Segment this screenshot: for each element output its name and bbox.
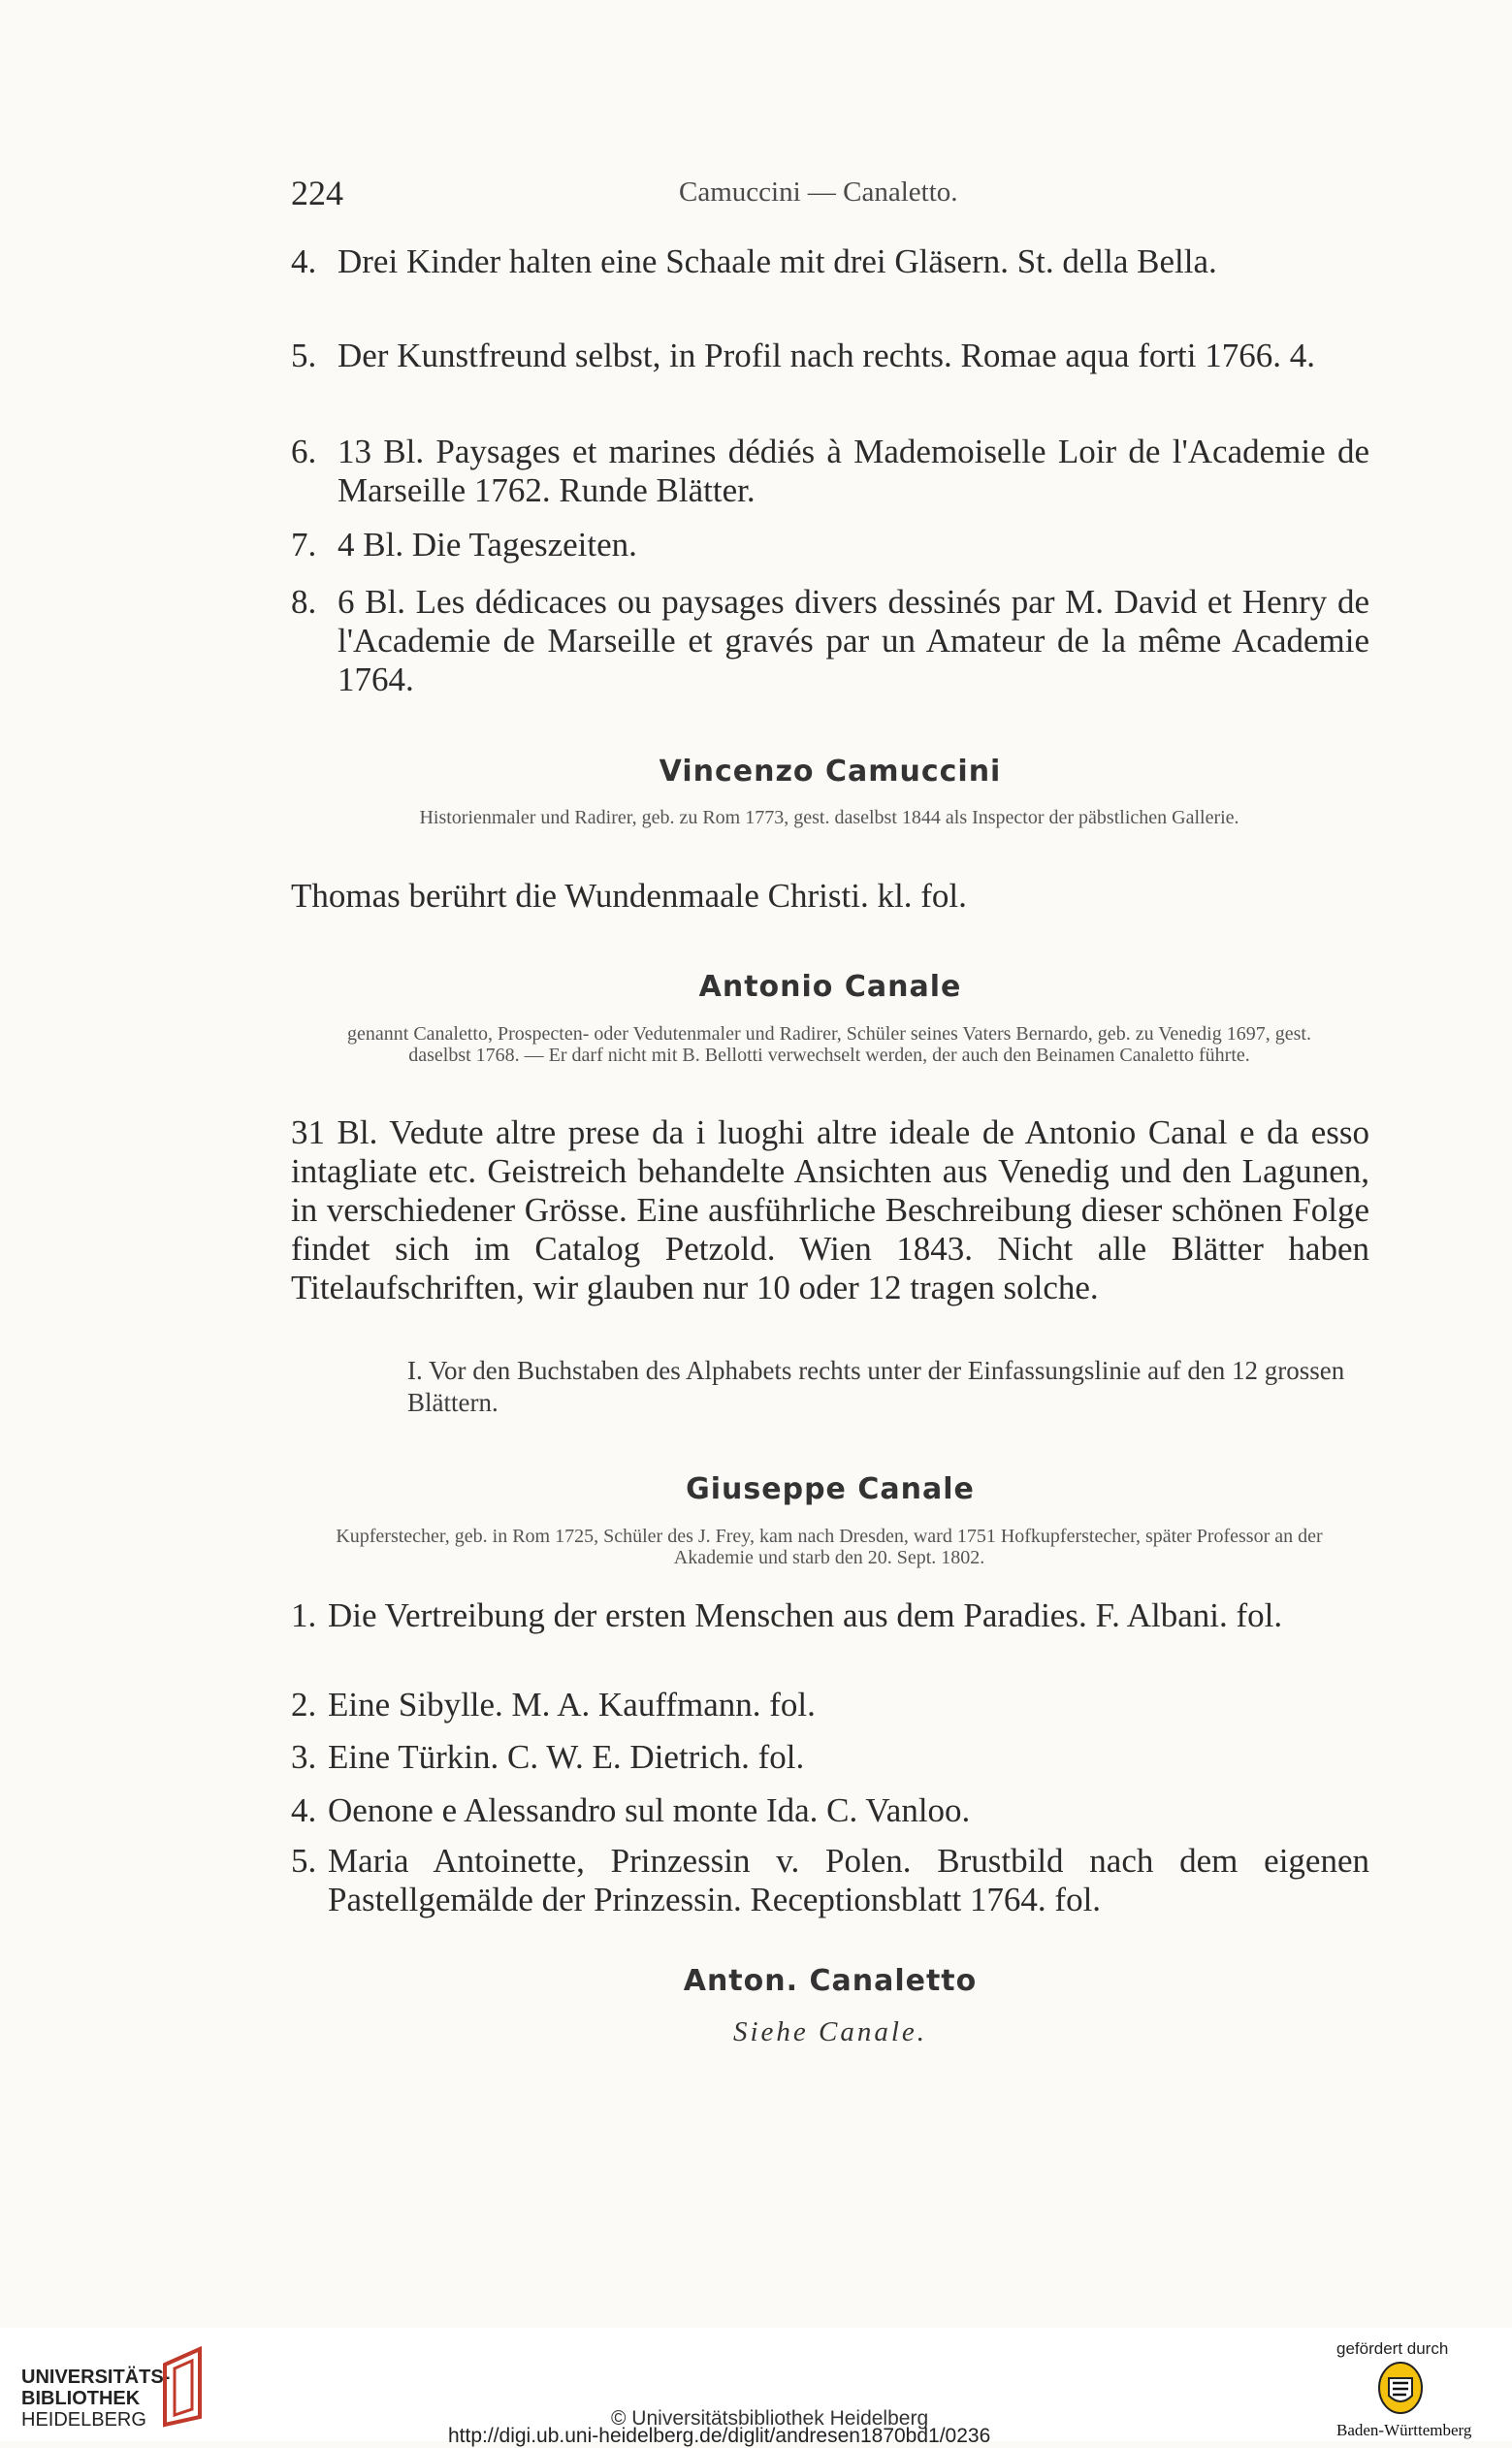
entry-text: Maria Antoinette, Prinzessin v. Polen. Brustbild nach dem eigenen Pastellgemälde der Prinzessin. Receptionsblatt 1764. fol. xyxy=(328,1842,1369,1918)
cross-reference: Siehe Canale. xyxy=(732,2016,928,2047)
page-number: 224 xyxy=(291,174,343,212)
library-name-line3: HEIDELBERG xyxy=(21,2409,146,2431)
list-item xyxy=(291,242,1369,281)
list-item xyxy=(291,583,1369,699)
entry-text: Drei Kinder halten eine Schaale mit drei Gläsern. St. della Bella. xyxy=(338,242,1217,280)
entry-text: Die Vertreibung der ersten Menschen aus dem Paradies. F. Albani. fol. xyxy=(328,1596,1283,1634)
sponsor-label: gefördert durch xyxy=(1336,2339,1449,2358)
list-item xyxy=(291,433,1369,510)
entry-number: 2. xyxy=(291,1686,317,1723)
list-item xyxy=(291,1596,1369,1635)
list-item xyxy=(291,1686,1369,1724)
entry-number: 8. xyxy=(291,583,317,621)
library-logo[interactable] xyxy=(21,2367,170,2431)
artist-bio: Historienmaler und Radirer, geb. zu Rom 1773, gest. daselbst 1844 als Inspector der päbstlichen Gallerie. xyxy=(419,807,1239,828)
copyright-text: © Universitätsbibliothek Heidelberg xyxy=(611,2407,929,2430)
list-item xyxy=(291,1738,1369,1777)
entry-number: 7. xyxy=(291,526,317,564)
entry-number: 5. xyxy=(291,1842,317,1880)
list-item xyxy=(291,1842,1369,1919)
entry-text: 4 Bl. Die Tageszeiten. xyxy=(338,526,637,564)
entry-text: Eine Türkin. C. W. E. Dietrich. fol. xyxy=(328,1738,805,1776)
entry-number: 4. xyxy=(291,1791,317,1829)
library-name-line2: BIBLIOTHEK xyxy=(21,2388,141,2409)
entry-text: Oenone e Alessandro sul monte Ida. C. Vanloo. xyxy=(328,1791,971,1829)
list-item xyxy=(291,1791,1369,1830)
work-entry: Thomas berührt die Wundenmaale Christi. kl. fol. xyxy=(291,877,967,915)
library-name-line1: UNIVERSITÄTS- xyxy=(21,2367,171,2388)
list-item xyxy=(291,337,1369,375)
artist-heading: Vincenzo Camuccini xyxy=(659,755,1002,789)
library-mark-icon xyxy=(161,2345,209,2428)
running-title: Camuccini — Canaletto. xyxy=(679,177,958,208)
coat-of-arms-icon xyxy=(1377,2361,1424,2415)
artist-heading: Antonio Canale xyxy=(698,970,962,1004)
entry-text: Der Kunstfreund selbst, in Profil nach rechts. Romae aqua forti 1766. 4. xyxy=(338,337,1315,374)
work-paragraph: 31 Bl. Vedute altre prese da i luoghi altre ideale de Antonio Canal e da esso intagliate etc. Geistreich behandelte Ansichten aus Venedig und den Lagunen, in verschiedener Grösse. Eine ausführliche Beschreibung dieser schönen Folge findet sich im Catalog Petzold. Wien 1843. Nicht alle Blätter haben Titelaufschriften, wir glauben nur 10 oder 12 tragen solche. xyxy=(291,1113,1369,1306)
artist-heading: Giuseppe Canale xyxy=(686,1472,975,1506)
entry-number: 1. xyxy=(291,1596,317,1634)
state-note: I. Vor den Buchstaben des Alphabets rechts unter der Einfassungslinie auf den 12 grossen Blättern. xyxy=(407,1356,1345,1417)
running-head xyxy=(291,173,1367,221)
footer-bar xyxy=(0,2328,1512,2447)
artist-bio: genannt Canaletto, Prospecten- oder Vedutenmaler und Radirer, Schüler seines Vaters Bernardo, geb. zu Venedig 1697, gest. daselbst 1768. — Er darf nicht mit B. Bellotti verwechselt werden, der auch den Beinamen Canaletto führte. xyxy=(347,1023,1311,1066)
artist-heading: Anton. Canaletto xyxy=(683,1964,978,1998)
permalink-url[interactable]: http://digi.ub.uni-heidelberg.de/diglit/andresen1870bd1/0236 xyxy=(448,2425,991,2447)
list-item xyxy=(291,526,1369,564)
artist-bio: Kupferstecher, geb. in Rom 1725, Schüler des J. Frey, kam nach Dresden, ward 1751 Hofkupferstecher, später Professor an der Akademie und starb den 20. Sept. 1802. xyxy=(336,1526,1323,1568)
entry-number: 4. xyxy=(291,242,317,280)
entry-text: Eine Sibylle. M. A. Kauffmann. fol. xyxy=(328,1686,816,1723)
entry-number: 6. xyxy=(291,433,317,470)
sponsor-name: Baden-Württemberg xyxy=(1336,2421,1472,2439)
entry-text: 6 Bl. Les dédicaces ou paysages divers dessinés par M. David et Henry de l'Academie de Marseille et gravés par un Amateur de la même Academie 1764. xyxy=(338,583,1369,698)
entry-number: 5. xyxy=(291,337,317,374)
entry-number: 3. xyxy=(291,1738,317,1776)
entry-text: 13 Bl. Paysages et marines dédiés à Mademoiselle Loir de l'Academie de Marseille 1762. Runde Blätter. xyxy=(338,433,1369,509)
